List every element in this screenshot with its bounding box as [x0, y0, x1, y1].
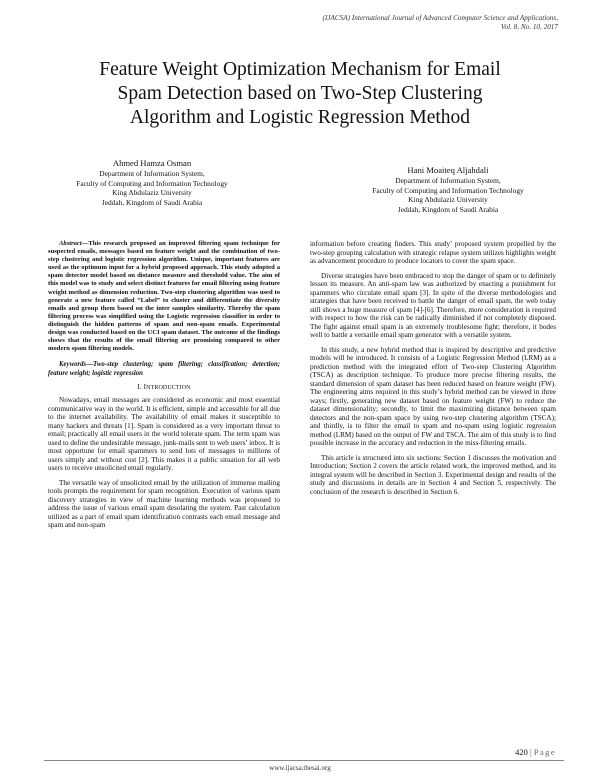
keywords-text: —Two-step clustering; spam filtering; classification; detection; feature weight; logistic regression — [48, 361, 280, 377]
journal-volume: Vol. 8, No. 10, 2017 — [500, 23, 558, 31]
title-line-1: Feature Weight Optimization Mechanism for Email — [99, 59, 501, 80]
abstract-text: —This research proposed an improved filtering spam technique for suspected emails, messages based on feature weight and the combination of two-step clustering and logistic regression algorithm. Unique, important features are used as the optimum input for a hybrid proposed approach. This study adopted a spam detector model based on distance measure and threshold value. The aim of this model was to study and select distinct features for email filtering using feature weight method as dimension reduction. Two-step clustering algorithm was used to generate a new feature called “Label” to cluster and differentiate the diversity emails and group them based on the inter samples similarity. Thereby the spam filtering process was simplified using the Logistic regression classifier in order to distinguish the hidden patterns of spam and non-spam emails. Experimental design was conducted based on the UCI spam dataset. The outcome of the findings shows that the results of the email filtering are promising compared to other modern spam filtering models. — [48, 240, 280, 353]
author-university: King Abdulaziz University — [112, 188, 192, 198]
author-university: King Abdulaziz University — [408, 195, 488, 205]
title-line-3: Algorithm and Logistic Regression Method — [129, 107, 471, 128]
body-paragraph: Nowadays, email messages are considered as economic and most essential communicative way in the world. It is efficient, simple and accessible for all due to the internet availability. The availability of email makes it susceptible to many hackers and threats [1]. Spam is considered as a very important threat to email; practically all email users in the world tolerate spam. The term spam was used to define the undesirable message, junk-mails sent to web users’ inbox. It is most opportune for email spammers to send lots of messages to millions of users simply and without cost [2]. This makes it a public situation for all web users to receive unsolicited email regularly. — [48, 396, 281, 473]
journal-header — [228, 14, 558, 32]
body-paragraph: information before creating finders. This study’ proposed system propelled by the two-step grouping calculation with strategic relapse system utilizes highlights weight as advancement procedure to produce locators to cover the spam space. — [310, 240, 556, 265]
page-separator: | — [530, 747, 532, 757]
keywords — [48, 361, 280, 378]
body-paragraph: Diverse strategies have been embraced to stop the danger of spam or to definitely lessen its measure. An anti-spam law was authorized by enacting a punishment for spammers who circulate email spam [3]. In spite of the diverse methodologies and strategies that have been received to battle the danger of email spam, the web today still shows a huge measure of spam [4]-[6]. Therefore, more consideration is required with respect to how the risk can be radically diminished if not completely disposed. The fight against email spam is an extremely troublesome fight; therefore, it bodes well to battle a versatile email spam generator with a versatile system. — [310, 271, 556, 339]
author-faculty: Faculty of Computing and Information Technology — [372, 185, 524, 195]
footer-url: www.ijacsa.thesai.org — [269, 764, 331, 772]
title-line-2: Spam Detection based on Two-Step Clustering — [117, 83, 483, 104]
left-column — [48, 240, 280, 530]
journal-name: (IJACSA) International Journal of Advanced Computer Science and Applications, — [322, 14, 558, 22]
paper-title — [30, 58, 570, 130]
footer-divider — [44, 760, 564, 761]
abstract — [48, 240, 280, 353]
section-title-rest: NTRODUCTION — [146, 384, 191, 391]
author-faculty: Faculty of Computing and Information Technology — [76, 178, 228, 188]
right-column — [310, 240, 556, 496]
author-block-1 — [34, 158, 270, 207]
section-number: I. — [137, 382, 142, 391]
author-location: Jeddah, Kingdom of Saudi Arabia — [397, 204, 499, 214]
page-number-value: 420 — [515, 747, 528, 757]
section-heading-introduction — [48, 383, 280, 393]
page-label: Page — [533, 747, 556, 757]
keywords-label: Keywords — [59, 361, 87, 369]
body-paragraph: The versatile way of unsolicited email by the utilization of immense mailing tools prompts the requirement for spam recognition. Execution of various spam discovery strategies in view of machine learning methods was proposed to address the issue of various email spam desolating the system. Past calculation utilized as a part of email spam identification contrasts each email message and spam and non-spam — [48, 478, 280, 530]
abstract-label: Abstract — [59, 240, 82, 247]
section-title-initial: I — [143, 382, 147, 391]
author-department: Department of Information System, — [395, 176, 501, 185]
author-name: Hani Moaiteq Aljahdali — [407, 165, 489, 175]
page-number — [515, 747, 556, 757]
body-paragraph: In this study, a new hybrid method that is inspired by descriptive and predictive models will be introduced. It consists of a Logistic Regression Method (LRM) as a prediction method with the integrated effort of Two-step Clustering Algorithm (TSCA) as description technique. To produce more precise filtering results, the standard dimension of spam dataset has been reduced based on feature weight (FW). The engineering aims required in this study’s hybrid method can be viewed in three ways; firstly, generating new dataset based on feature weight (FW) to reduce the dataset dimensionality; secondly, to limit the maximizing distance between spam detectors and the non-spam space by using two-step clustering algorithm (TSCA); and thirdly, is to filter the email to spam and no-spam using logistic regression method (LRM) based on the output of FW and TSCA. The aim of this study is to find possible increase in the accuracy and reduction in the miss-filtering emails. — [310, 345, 556, 447]
author-location: Jeddah, Kingdom of Saudi Arabia — [101, 197, 203, 207]
author-department: Department of Information System, — [99, 169, 205, 178]
author-name: Ahmed Hamza Osman — [112, 158, 192, 168]
author-block-2 — [330, 165, 566, 214]
body-paragraph: This article is structured into six sections: Section 1 discusses the motivation and Introduction; Section 2 covers the article related work, the improved method, and its integral system will be described in Section 3. Experimental design and results of the study and discussions in details are in Section 4 and Section 5, respectively. The conclusion of the research is described in Section 6. — [310, 453, 556, 496]
